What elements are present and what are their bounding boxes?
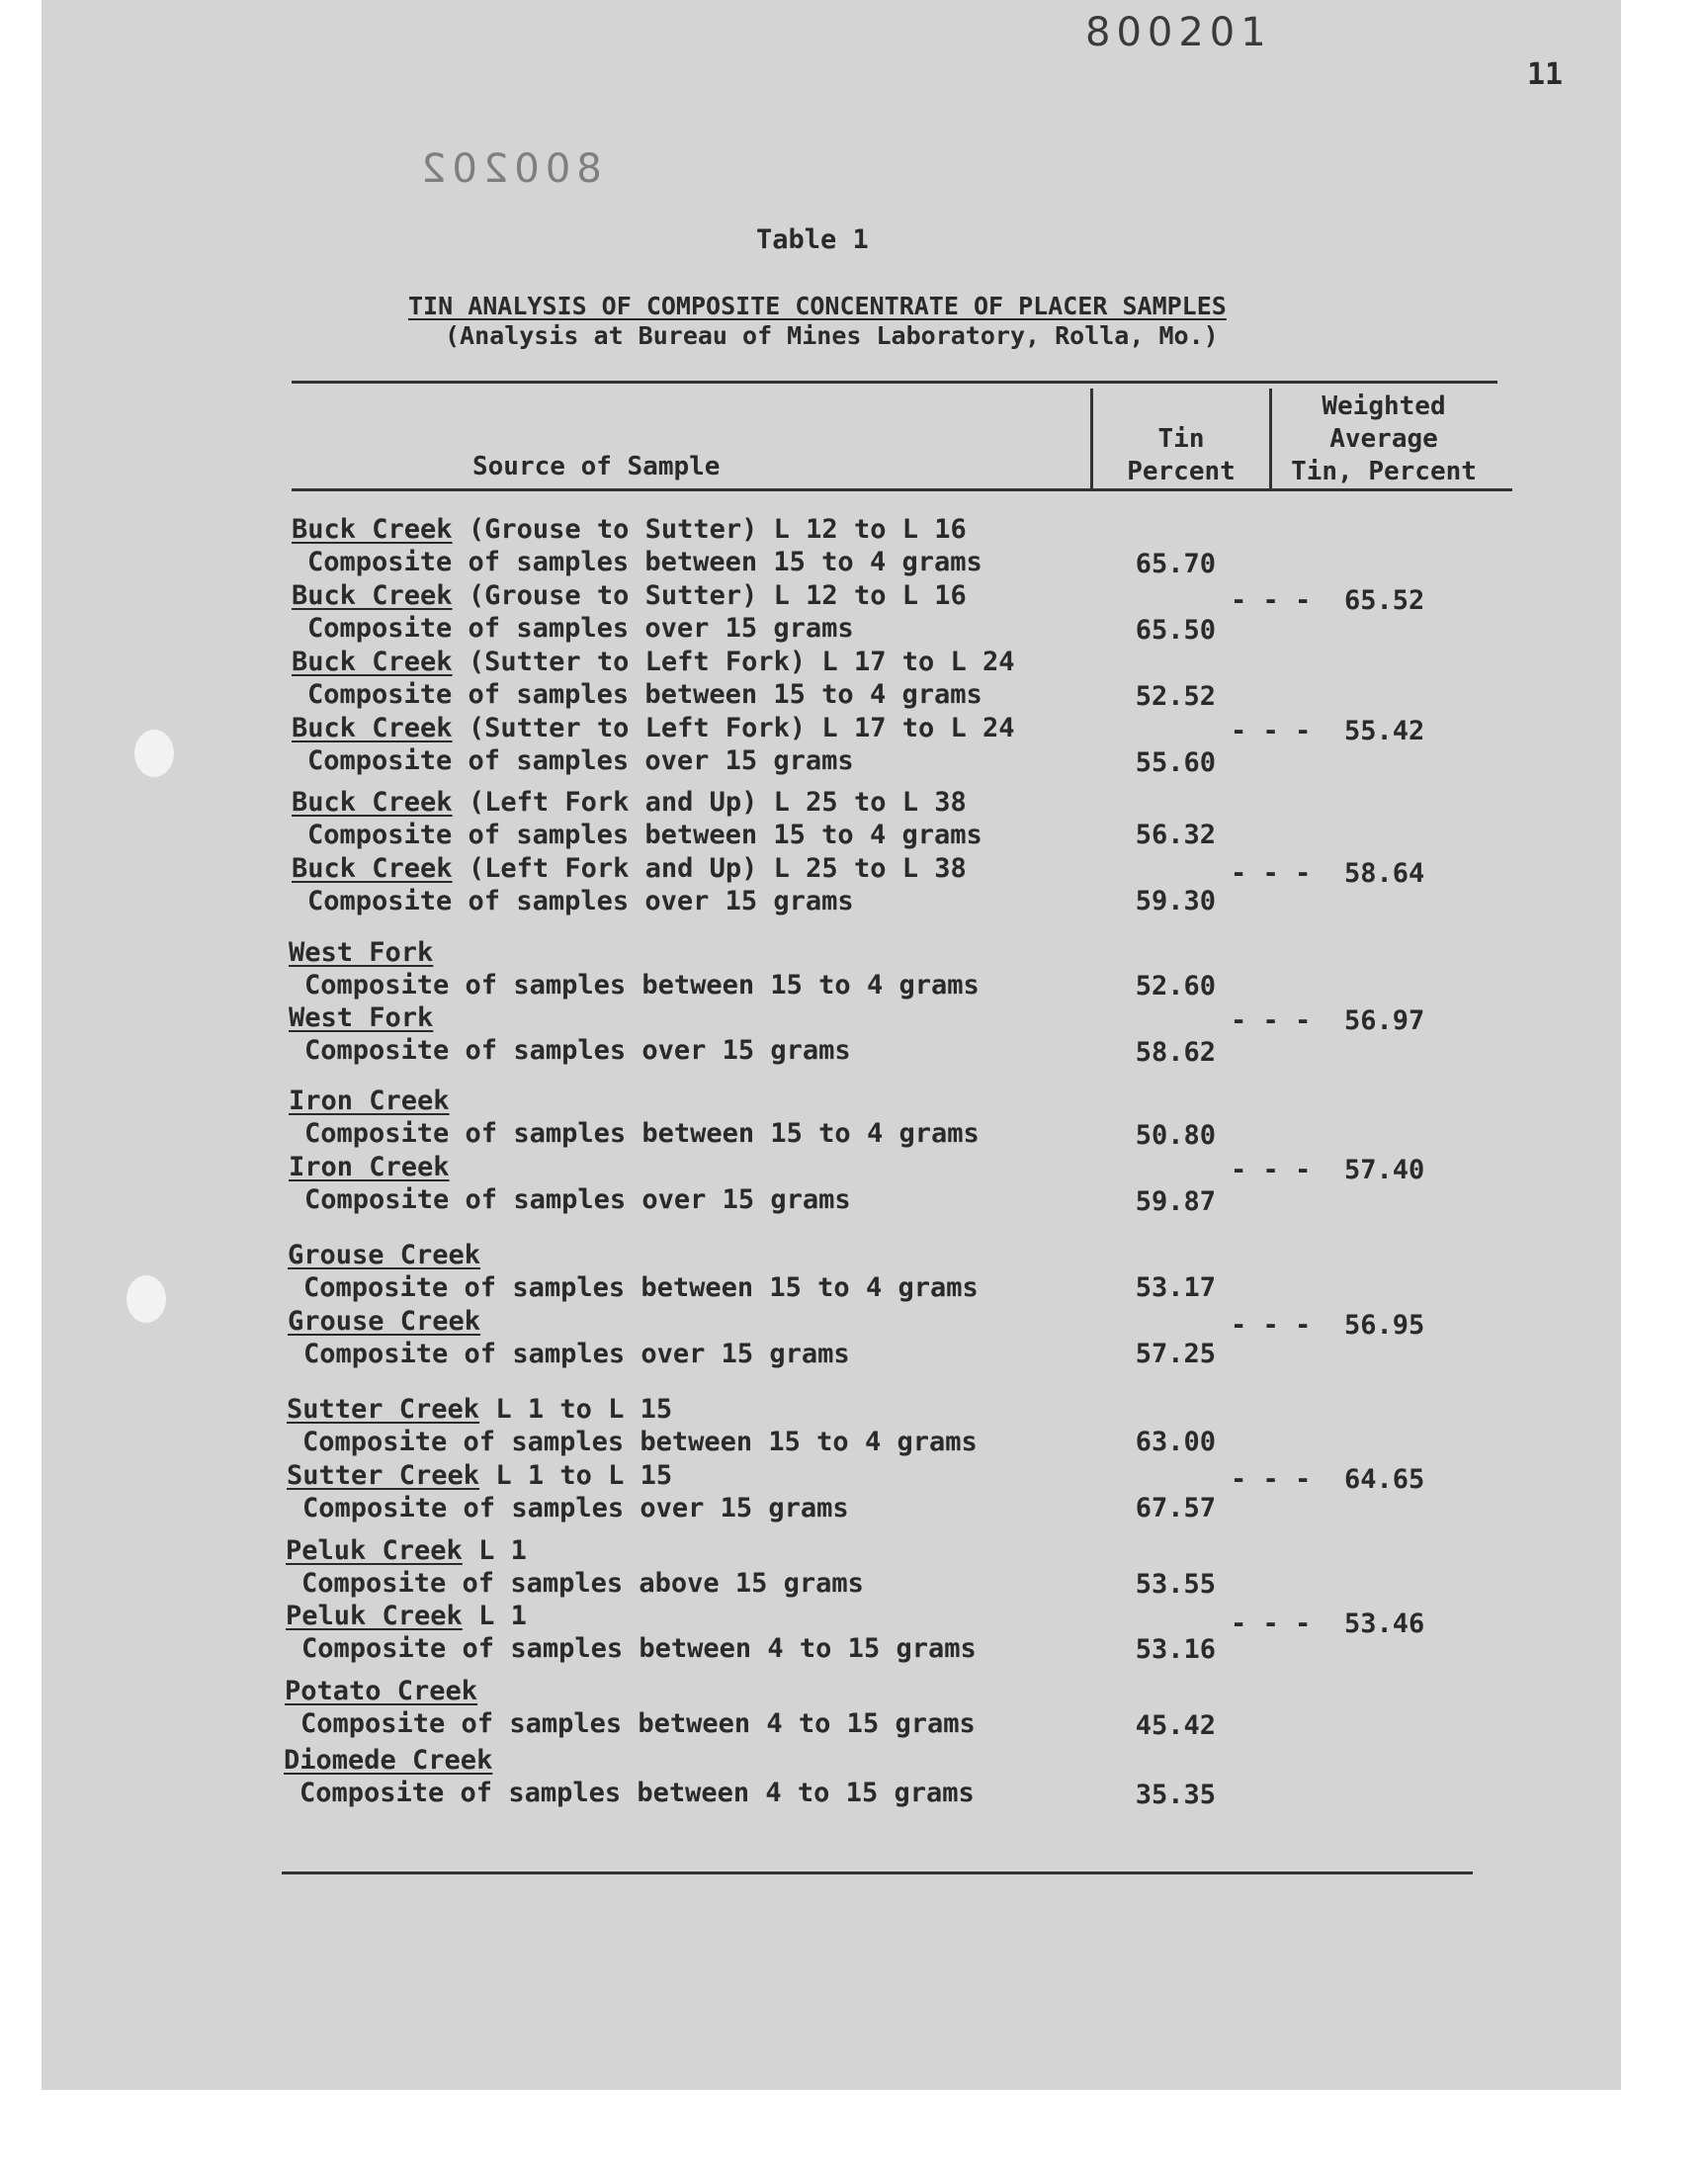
creek-name: Grouse Creek — [288, 1306, 481, 1337]
creek-name: Buck Creek — [292, 787, 453, 818]
sample-source-title — [289, 1152, 450, 1182]
tin-percent-value: 67.57 — [1135, 1493, 1216, 1523]
location-range: L 1 — [462, 1535, 527, 1566]
location-range: (Sutter to Left Fork) L 17 to L 24 — [452, 647, 1015, 677]
location-range: L 1 to L 15 — [479, 1394, 673, 1425]
sample-source-title — [287, 1394, 672, 1425]
sample-description: Composite of samples between 15 to 4 grams — [304, 1118, 980, 1149]
table-subtitle: (Analysis at Bureau of Mines Laboratory, Rolla, Mo.) — [445, 321, 1219, 350]
header-weighted-average: Weighted Average Tin, Percent — [1291, 392, 1477, 486]
sample-description: Composite of samples above 15 grams — [301, 1568, 864, 1599]
sample-source-title — [292, 580, 967, 611]
tin-percent-value: 56.32 — [1135, 820, 1216, 850]
sample-source-title — [292, 647, 1015, 677]
creek-name: Grouse Creek — [288, 1240, 481, 1270]
creek-name: Iron Creek — [289, 1152, 450, 1182]
table-bottom-rule — [282, 1871, 1473, 1874]
sample-description: Composite of samples between 15 to 4 grams — [303, 1272, 979, 1303]
tin-percent-value: 65.70 — [1135, 549, 1216, 579]
tin-percent-value: 59.30 — [1135, 886, 1216, 916]
sample-description: Composite of samples over 15 grams — [303, 1339, 850, 1369]
tin-percent-value: 50.80 — [1135, 1120, 1216, 1151]
leader-dashes: - - - — [1231, 1464, 1312, 1495]
sample-source-title — [289, 1086, 450, 1116]
creek-name: Sutter Creek — [287, 1394, 480, 1425]
sample-source-title — [285, 1676, 477, 1706]
sample-description: Composite of samples between 4 to 15 grams — [300, 1708, 976, 1739]
creek-name: Peluk Creek — [286, 1601, 463, 1631]
weighted-average-value: 53.46 — [1344, 1609, 1425, 1639]
weighted-average-value: 57.40 — [1344, 1155, 1425, 1185]
location-range: (Left Fork and Up) L 25 to L 38 — [452, 787, 967, 818]
creek-name: Peluk Creek — [286, 1535, 463, 1566]
tin-percent-value: 57.25 — [1135, 1339, 1216, 1369]
location-range: L 1 — [462, 1601, 527, 1631]
creek-name: Sutter Creek — [287, 1460, 480, 1491]
weighted-average-value: 65.52 — [1344, 585, 1425, 616]
location-range: (Left Fork and Up) L 25 to L 38 — [452, 853, 967, 884]
tin-percent-value: 53.55 — [1135, 1569, 1216, 1600]
sample-source-title — [289, 1002, 433, 1033]
sample-source-title — [289, 937, 433, 968]
weighted-average-value: 58.64 — [1344, 858, 1425, 889]
sample-description: Composite of samples between 15 to 4 grams — [302, 1427, 978, 1457]
tin-percent-value: 52.60 — [1135, 971, 1216, 1001]
sample-source-title — [292, 787, 967, 818]
sample-description: Composite of samples over 15 grams — [302, 1493, 849, 1523]
sample-description: Composite of samples over 15 grams — [307, 886, 854, 916]
tin-percent-value: 55.60 — [1135, 747, 1216, 778]
tin-percent-value: 58.62 — [1135, 1037, 1216, 1068]
creek-name: Iron Creek — [289, 1086, 450, 1116]
creek-name: West Fork — [289, 1002, 434, 1033]
leader-dashes: - - - — [1231, 585, 1312, 616]
weighted-average-value: 55.42 — [1344, 716, 1425, 746]
location-range: (Sutter to Left Fork) L 17 to L 24 — [452, 713, 1015, 743]
creek-name: Buck Creek — [292, 514, 453, 545]
table-label: Table 1 — [756, 224, 869, 255]
creek-name: Buck Creek — [292, 713, 453, 743]
creek-name: Buck Creek — [292, 853, 453, 884]
sample-source-title — [284, 1745, 492, 1776]
sample-description: Composite of samples between 15 to 4 grams — [304, 970, 980, 1000]
punch-hole — [127, 1275, 166, 1323]
creek-name: Buck Creek — [292, 580, 453, 611]
sample-source-title — [292, 713, 1015, 743]
tin-percent-value: 53.16 — [1135, 1634, 1216, 1665]
creek-name: West Fork — [289, 937, 434, 968]
sample-source-title — [287, 1460, 672, 1491]
sample-description: Composite of samples over 15 grams — [304, 1035, 851, 1066]
tin-percent-value: 52.52 — [1135, 681, 1216, 712]
sample-description: Composite of samples between 15 to 4 grams — [307, 547, 982, 577]
sample-source-title — [286, 1535, 527, 1566]
tin-percent-value: 59.87 — [1135, 1186, 1216, 1217]
tin-percent-value: 53.17 — [1135, 1272, 1216, 1303]
weighted-average-value: 56.95 — [1344, 1310, 1425, 1341]
table-title: TIN ANALYSIS OF COMPOSITE CONCENTRATE OF PLACER SAMPLES — [408, 292, 1227, 320]
leader-dashes: - - - — [1231, 1310, 1312, 1341]
sample-source-title — [288, 1240, 480, 1270]
creek-name: Buck Creek — [292, 647, 453, 677]
table-top-rule — [292, 381, 1497, 384]
leader-dashes: - - - — [1231, 1155, 1312, 1185]
tin-percent-value: 35.35 — [1135, 1780, 1216, 1810]
stamp-number-mirrored: 800202 — [415, 146, 602, 192]
creek-name: Potato Creek — [285, 1676, 478, 1706]
sample-source-title — [288, 1306, 480, 1337]
leader-dashes: - - - — [1231, 716, 1312, 746]
sample-source-title — [292, 853, 967, 884]
tin-percent-value: 45.42 — [1135, 1710, 1216, 1741]
sample-source-title — [286, 1601, 527, 1631]
location-range: L 1 to L 15 — [479, 1460, 673, 1491]
sample-source-title — [292, 514, 967, 545]
page-number: 11 — [1527, 57, 1564, 92]
header-source: Source of Sample — [472, 452, 721, 481]
leader-dashes: - - - — [1231, 1609, 1312, 1639]
stamp-number: 800201 — [1085, 10, 1272, 55]
leader-dashes: - - - — [1231, 1005, 1312, 1036]
location-range: (Grouse to Sutter) L 12 to L 16 — [452, 514, 967, 545]
weighted-average-value: 56.97 — [1344, 1005, 1425, 1036]
weighted-average-value: 64.65 — [1344, 1464, 1425, 1495]
creek-name: Diomede Creek — [284, 1745, 493, 1776]
sample-description: Composite of samples between 4 to 15 grams — [299, 1778, 975, 1808]
sample-description: Composite of samples between 15 to 4 grams — [307, 679, 982, 710]
header-bottom-rule — [292, 488, 1512, 491]
sample-description: Composite of samples between 15 to 4 grams — [307, 820, 982, 850]
punch-hole — [134, 730, 174, 777]
sample-description: Composite of samples over 15 grams — [304, 1184, 851, 1215]
tin-percent-value: 63.00 — [1135, 1427, 1216, 1457]
location-range: (Grouse to Sutter) L 12 to L 16 — [452, 580, 967, 611]
sample-description: Composite of samples over 15 grams — [307, 745, 854, 776]
sample-description: Composite of samples over 15 grams — [307, 613, 854, 644]
sample-description: Composite of samples between 4 to 15 grams — [301, 1633, 977, 1664]
tin-percent-value: 65.50 — [1135, 615, 1216, 646]
header-tin: Tin Percent — [1127, 424, 1236, 486]
leader-dashes: - - - — [1231, 858, 1312, 889]
